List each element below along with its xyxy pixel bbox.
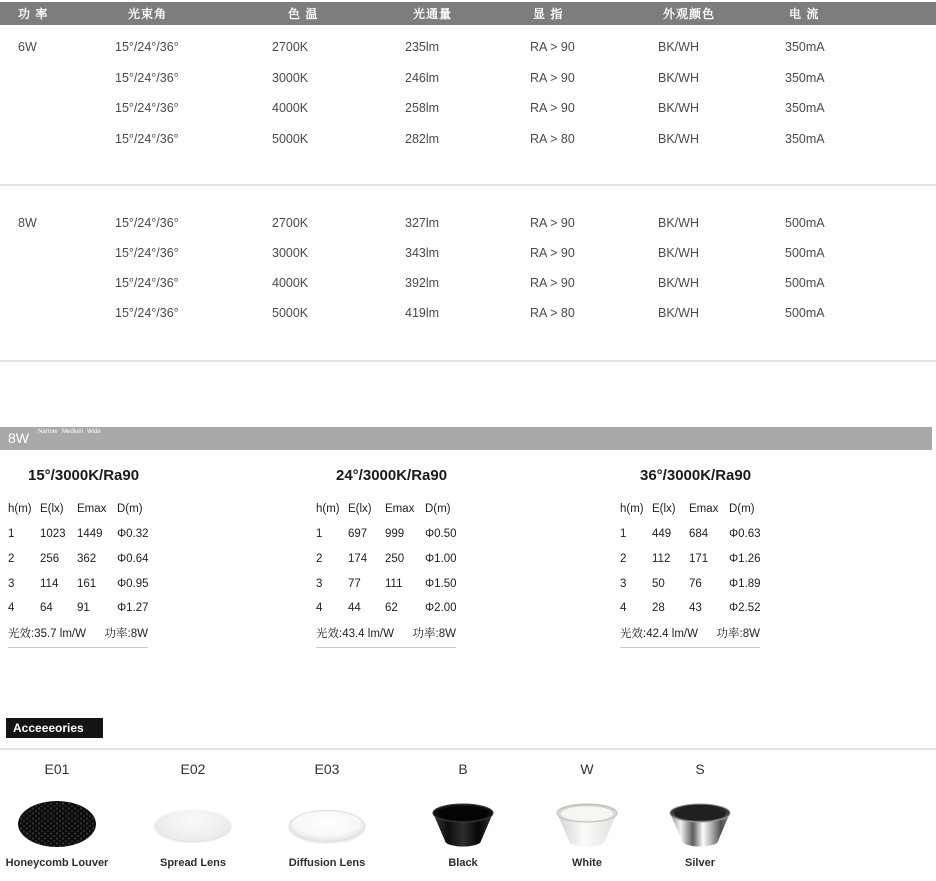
- photometric-header-row: [620, 503, 760, 515]
- col-header: D(m): [117, 503, 143, 515]
- photometric-row: 2 174 250 Φ1.00: [316, 553, 457, 565]
- photometric-row: 1 1023 1449 Φ0.32: [8, 528, 149, 540]
- color-cell: BK/WH: [658, 40, 699, 54]
- col-header: E(lx): [652, 503, 676, 515]
- cri-cell: RA > 90: [530, 276, 575, 290]
- efficacy-value: 光效:42.4 lm/W: [620, 628, 698, 640]
- photometric-footer: [8, 625, 148, 648]
- accessory-code-e01: E01: [44, 761, 70, 777]
- flux-cell: 246lm: [405, 71, 440, 85]
- table-row: [0, 244, 936, 262]
- table-row: [0, 69, 936, 87]
- beam-label: Wide: [87, 429, 101, 435]
- col-header: Emax: [77, 503, 107, 515]
- color-cell: BK/WH: [658, 71, 699, 85]
- flux-cell: 235lm: [405, 40, 440, 54]
- spec-header-cri: 显 指: [533, 7, 564, 21]
- cct-cell: 2700K: [272, 216, 309, 230]
- cri-cell: RA > 90: [530, 246, 575, 260]
- accessory-name: Diffusion Lens: [288, 857, 366, 869]
- current-cell: 350mA: [785, 132, 825, 146]
- photometric-footer: [620, 625, 760, 648]
- color-cell: BK/WH: [658, 132, 699, 146]
- cct-cell: 3000K: [272, 71, 309, 85]
- spec-header-cct: 色 温: [288, 7, 319, 21]
- cri-cell: RA > 80: [530, 306, 575, 320]
- spec-header-color: 外观颜色: [663, 7, 716, 21]
- beam-icon-group-wide: [87, 429, 109, 435]
- photometric-title: 24°/3000K/Ra90: [336, 467, 448, 484]
- photometric-row: 4 64 91 Φ1.27: [8, 602, 149, 614]
- beam-angle-cell: 15°/24°/36°: [115, 101, 179, 115]
- silver-reflector-image: [668, 802, 732, 853]
- beam-icon-group-narrow: [38, 429, 60, 435]
- photometric-row: 3 50 76 Φ1.89: [620, 578, 761, 590]
- photometric-header-row: [316, 503, 456, 515]
- cct-cell: 4000K: [272, 101, 309, 115]
- color-cell: BK/WH: [658, 101, 699, 115]
- color-cell: BK/WH: [658, 276, 699, 290]
- beam-angle-cell: 15°/24°/36°: [115, 276, 179, 290]
- beam-label: Medium: [62, 429, 84, 435]
- photometric-row: 4 44 62 Φ2.00: [316, 602, 457, 614]
- current-cell: 500mA: [785, 276, 825, 290]
- spread-lens-image: [155, 810, 231, 841]
- flux-cell: 392lm: [405, 276, 440, 290]
- photometric-footer: [316, 625, 456, 648]
- photometric-table-24deg: [316, 465, 456, 650]
- accessory-code-e03: E03: [314, 761, 340, 777]
- flux-cell: 258lm: [405, 101, 440, 115]
- cri-cell: RA > 90: [530, 101, 575, 115]
- col-header: h(m): [8, 503, 32, 515]
- current-cell: 350mA: [785, 71, 825, 85]
- efficacy-value: 光效:43.4 lm/W: [316, 628, 394, 640]
- beam-angle-cell: 15°/24°/36°: [115, 132, 179, 146]
- cri-cell: RA > 80: [530, 132, 575, 146]
- power-cell: 8W: [18, 216, 37, 230]
- table-row: [0, 274, 936, 292]
- photometric-row: 4 28 43 Φ2.52: [620, 602, 761, 614]
- cct-cell: 5000K: [272, 306, 309, 320]
- spec-header-flux: 光通量: [413, 7, 453, 21]
- beam-icon-group-medium: [62, 429, 84, 435]
- honeycomb-louver-image: [18, 801, 96, 847]
- accessory-code-e02: E02: [180, 761, 206, 777]
- color-cell: BK/WH: [658, 216, 699, 230]
- table-row: [0, 130, 936, 148]
- divider: [0, 184, 936, 186]
- beam-angle-cell: 15°/24°/36°: [115, 40, 179, 54]
- current-cell: 500mA: [785, 216, 825, 230]
- photometric-title: 36°/3000K/Ra90: [640, 467, 752, 484]
- spec-table-header-row: [0, 2, 936, 25]
- col-header: h(m): [620, 503, 644, 515]
- photometric-title: 15°/3000K/Ra90: [28, 467, 140, 484]
- divider: [0, 748, 936, 750]
- col-header: Emax: [385, 503, 415, 515]
- accessory-name: White: [572, 857, 602, 869]
- power-value: 功率:8W: [104, 628, 148, 640]
- photometric-row: 1 697 999 Φ0.50: [316, 528, 457, 540]
- color-cell: BK/WH: [658, 306, 699, 320]
- flux-cell: 419lm: [405, 306, 440, 320]
- accessory-code-s: S: [695, 761, 705, 777]
- white-reflector-image: [555, 802, 619, 853]
- spec-header-beam-angle: 光束角: [128, 7, 168, 21]
- flux-cell: 343lm: [405, 246, 440, 260]
- photometric-row: 1 449 684 Φ0.63: [620, 528, 761, 540]
- power-band: [0, 427, 932, 450]
- cri-cell: RA > 90: [530, 71, 575, 85]
- col-header: h(m): [316, 503, 340, 515]
- beam-angle-cell: 15°/24°/36°: [115, 216, 179, 230]
- table-row: [0, 99, 936, 117]
- photometric-table-15deg: [8, 465, 148, 650]
- beam-angle-cell: 15°/24°/36°: [115, 306, 179, 320]
- black-reflector-image: [431, 802, 495, 853]
- col-header: D(m): [729, 503, 755, 515]
- accessory-name: Silver: [685, 857, 715, 869]
- beam-label: Narrow: [38, 429, 58, 435]
- cct-cell: 5000K: [272, 132, 309, 146]
- accessory-name: Spread Lens: [159, 857, 227, 869]
- beam-angle-cell: 15°/24°/36°: [115, 246, 179, 260]
- cri-cell: RA > 90: [530, 40, 575, 54]
- cct-cell: 2700K: [272, 40, 309, 54]
- cri-cell: RA > 90: [530, 216, 575, 230]
- cct-cell: 4000K: [272, 276, 309, 290]
- current-cell: 350mA: [785, 40, 825, 54]
- col-header: Emax: [689, 503, 719, 515]
- spec-header-current: 电 流: [789, 7, 820, 21]
- cct-cell: 3000K: [272, 246, 309, 260]
- col-header: E(lx): [348, 503, 372, 515]
- efficacy-value: 光效:35.7 lm/W: [8, 628, 86, 640]
- col-header: E(lx): [40, 503, 64, 515]
- accessory-name: Honeycomb Louver: [5, 857, 109, 869]
- accessories-section-title: Acceeeories: [6, 718, 103, 738]
- accessory-code-b: B: [458, 761, 468, 777]
- flux-cell: 327lm: [405, 216, 440, 230]
- flux-cell: 282lm: [405, 132, 440, 146]
- photometric-table-36deg: [620, 465, 760, 650]
- photometric-header-row: [8, 503, 148, 515]
- power-cell: 6W: [18, 40, 37, 54]
- power-value: 功率:8W: [412, 628, 456, 640]
- photometric-row: 3 114 161 Φ0.95: [8, 578, 149, 590]
- accessory-name: Black: [448, 857, 478, 869]
- beam-angle-cell: 15°/24°/36°: [115, 71, 179, 85]
- table-row: [0, 304, 936, 322]
- power-value: 功率:8W: [716, 628, 760, 640]
- table-row: [0, 38, 936, 56]
- band-power-label: 8W: [8, 430, 29, 446]
- current-cell: 500mA: [785, 306, 825, 320]
- current-cell: 500mA: [785, 246, 825, 260]
- color-cell: BK/WH: [658, 246, 699, 260]
- divider: [0, 360, 936, 362]
- col-header: D(m): [425, 503, 451, 515]
- photometric-row: 3 77 111 Φ1.50: [316, 578, 457, 590]
- photometric-row: 2 112 171 Φ1.26: [620, 553, 761, 565]
- diffusion-lens-image: [289, 810, 365, 842]
- spec-header-power: 功 率: [18, 7, 49, 21]
- table-row: [0, 214, 936, 232]
- accessory-code-w: W: [580, 761, 594, 777]
- photometric-row: 2 256 362 Φ0.64: [8, 553, 149, 565]
- current-cell: 350mA: [785, 101, 825, 115]
